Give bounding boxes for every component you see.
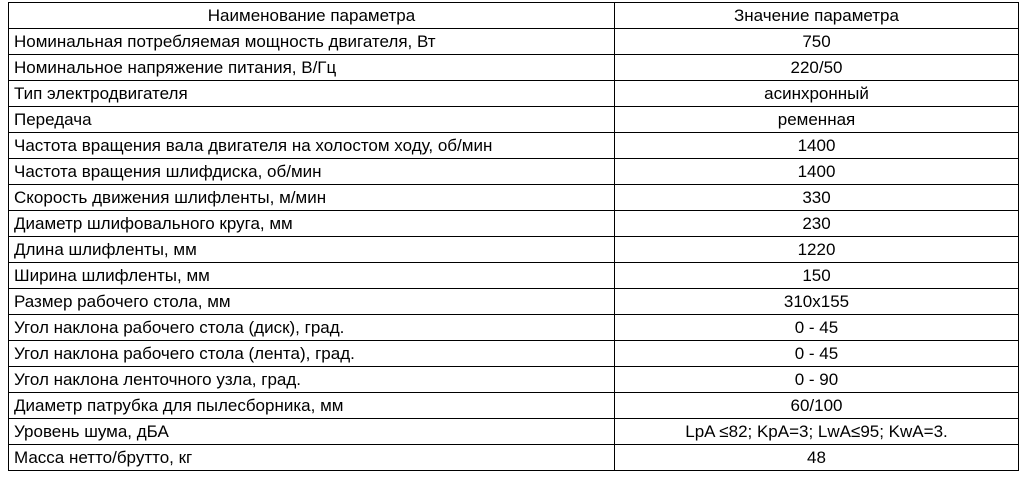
parameter-name-cell: Размер рабочего стола, мм — [9, 289, 615, 315]
column-header-parameter-value: Значение параметра — [615, 3, 1019, 29]
parameter-name-cell: Угол наклона рабочего стола (лента), град. — [9, 341, 615, 367]
parameter-value-cell: 330 — [615, 185, 1019, 211]
parameter-name-cell: Номинальное напряжение питания, В/Гц — [9, 55, 615, 81]
table-row — [9, 133, 1019, 159]
parameter-name-cell: Уровень шума, дБА — [9, 419, 615, 445]
parameter-value-cell: 310x155 — [615, 289, 1019, 315]
table-row — [9, 341, 1019, 367]
specifications-table — [8, 2, 1019, 471]
parameter-value-cell: 750 — [615, 29, 1019, 55]
parameter-value-cell: 220/50 — [615, 55, 1019, 81]
parameter-value-cell: 0 - 45 — [615, 315, 1019, 341]
parameter-name-cell: Тип электродвигателя — [9, 81, 615, 107]
table-row — [9, 55, 1019, 81]
parameter-name-cell: Ширина шлифленты, мм — [9, 263, 615, 289]
parameter-name-cell: Частота вращения вала двигателя на холостом ходу, об/мин — [9, 133, 615, 159]
parameter-value-cell: 0 - 45 — [615, 341, 1019, 367]
table-row — [9, 445, 1019, 471]
table-row — [9, 107, 1019, 133]
parameter-value-cell: 1400 — [615, 159, 1019, 185]
parameter-name-cell: Длина шлифленты, мм — [9, 237, 615, 263]
parameter-name-cell: Частота вращения шлифдиска, об/мин — [9, 159, 615, 185]
table-row — [9, 393, 1019, 419]
table-row — [9, 81, 1019, 107]
table-row — [9, 419, 1019, 445]
parameter-name-cell: Диаметр шлифовального круга, мм — [9, 211, 615, 237]
parameter-value-cell: 48 — [615, 445, 1019, 471]
parameter-value-cell: 150 — [615, 263, 1019, 289]
column-header-parameter-name: Наименование параметра — [9, 3, 615, 29]
parameter-value-cell: ременная — [615, 107, 1019, 133]
parameter-value-cell: 1400 — [615, 133, 1019, 159]
table-row — [9, 29, 1019, 55]
table-row — [9, 263, 1019, 289]
table-header-row — [9, 3, 1019, 29]
parameter-name-cell: Масса нетто/брутто, кг — [9, 445, 615, 471]
parameter-name-cell: Угол наклона ленточного узла, град. — [9, 367, 615, 393]
table-row — [9, 315, 1019, 341]
parameter-value-cell: 0 - 90 — [615, 367, 1019, 393]
parameter-value-cell: 60/100 — [615, 393, 1019, 419]
table-row — [9, 237, 1019, 263]
table-row — [9, 185, 1019, 211]
parameter-value-cell: LpA ≤82; KpA=3; LwA≤95; KwA=3. — [615, 419, 1019, 445]
parameter-name-cell: Угол наклона рабочего стола (диск), град. — [9, 315, 615, 341]
table-body — [9, 29, 1019, 471]
table-row — [9, 289, 1019, 315]
parameter-name-cell: Диаметр патрубка для пылесборника, мм — [9, 393, 615, 419]
parameter-name-cell: Передача — [9, 107, 615, 133]
table-row — [9, 211, 1019, 237]
parameter-name-cell: Скорость движения шлифленты, м/мин — [9, 185, 615, 211]
table-row — [9, 367, 1019, 393]
parameter-name-cell: Номинальная потребляемая мощность двигателя, Вт — [9, 29, 615, 55]
parameter-value-cell: 1220 — [615, 237, 1019, 263]
table-row — [9, 159, 1019, 185]
parameter-value-cell: 230 — [615, 211, 1019, 237]
parameter-value-cell: асинхронный — [615, 81, 1019, 107]
